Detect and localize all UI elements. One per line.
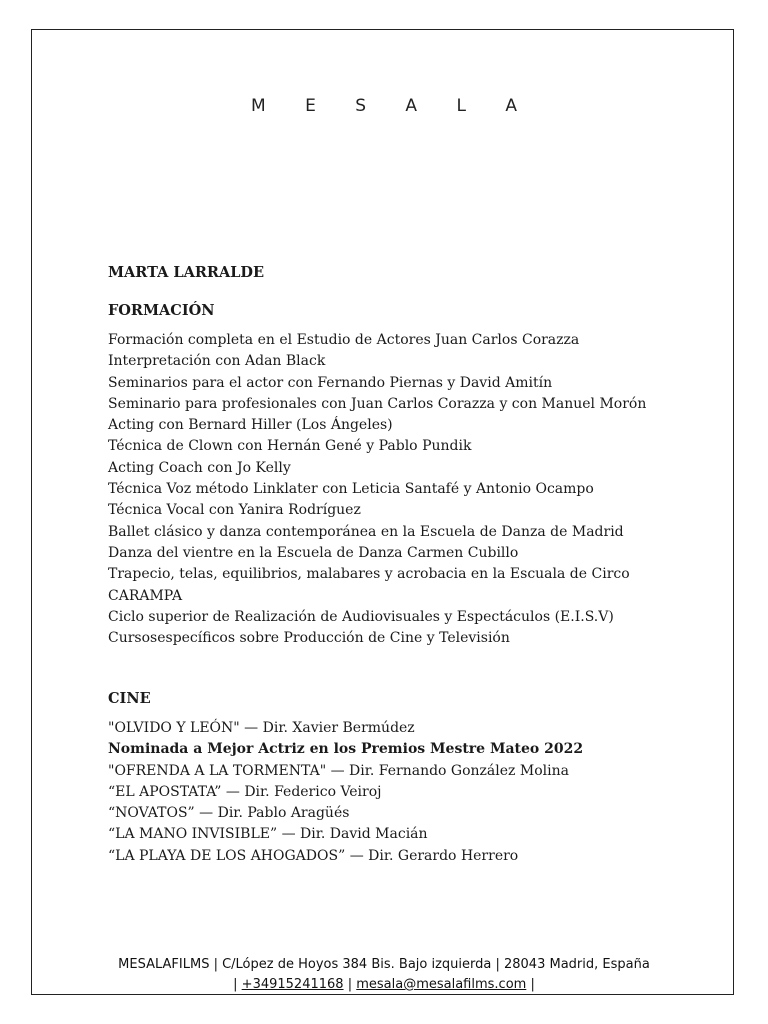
formacion-item: Técnica de Clown con Hernán Gené y Pablo Pundik <box>108 438 472 455</box>
formacion-item: Seminario para profesionales con Juan Carlos Corazza y con Manuel Morón <box>108 395 647 412</box>
phone-link[interactable]: +34915241168 <box>241 977 344 992</box>
film-credit: "OFRENDA A LA TORMENTA" — Dir. Fernando González Molina <box>108 762 569 779</box>
award-note: Nominada a Mejor Actriz en los Premios Mestre Mateo 2022 <box>108 741 584 758</box>
cine-list <box>108 718 583 867</box>
formacion-list <box>108 330 646 649</box>
brand-logo: M E S A L A <box>251 96 534 116</box>
cine-heading: CINE <box>108 690 151 707</box>
formacion-item: Acting Coach con Jo Kelly <box>108 459 291 476</box>
footer-separator: | <box>233 977 238 992</box>
film-credit: "OLVIDO Y LEÓN" — Dir. Xavier Bermúdez <box>108 720 415 736</box>
person-name: MARTA LARRALDE <box>108 264 265 281</box>
formacion-item: Técnica Voz método Linklater con Leticia Santafé y Antonio Ocampo <box>108 481 594 498</box>
formacion-item: Trapecio, telas, equilibrios, malabares y acrobacia en la Escuala de Circo <box>108 566 630 583</box>
formacion-item: Acting con Bernard Hiller (Los Ángeles) <box>108 417 393 434</box>
email-link[interactable]: mesala@mesalafilms.com <box>356 977 527 992</box>
footer-separator: | <box>530 977 535 992</box>
footer-contact <box>0 975 768 995</box>
formacion-item: Formación completa en el Estudio de Actores Juan Carlos Corazza <box>108 332 580 348</box>
formacion-item: CARAMPA <box>108 587 183 604</box>
film-credit: “EL APOSTATA” — Dir. Federico Veiroj <box>108 783 382 800</box>
formacion-item: Cursosespecíficos sobre Producción de Cine y Televisión <box>108 630 510 647</box>
footer <box>0 955 768 995</box>
formacion-item: Ciclo superior de Realización de Audiovisuales y Espectáculos (E.I.S.V) <box>108 608 614 625</box>
formacion-heading: FORMACIÓN <box>108 302 215 319</box>
footer-address: MESALAFILMS | C/López de Hoyos 384 Bis. Bajo izquierda | 28043 Madrid, España <box>118 957 650 972</box>
formacion-item: Ballet clásico y danza contemporánea en la Escuela de Danza de Madrid <box>108 523 624 540</box>
footer-separator: | <box>347 977 353 992</box>
formacion-item: Seminarios para el actor con Fernando Piernas y David Amitín <box>108 374 553 391</box>
film-credit: “LA MANO INVISIBLE” — Dir. David Macián <box>108 826 428 843</box>
formacion-item: Danza del vientre en la Escuela de Danza Carmen Cubillo <box>108 544 519 561</box>
formacion-item: Técnica Vocal con Yanira Rodríguez <box>108 502 361 519</box>
film-credit: “NOVATOS” — Dir. Pablo Aragüés <box>108 805 350 822</box>
film-credit: “LA PLAYA DE LOS AHOGADOS” — Dir. Gerardo Herrero <box>108 847 519 864</box>
formacion-item: Interpretación con Adan Black <box>108 353 326 370</box>
